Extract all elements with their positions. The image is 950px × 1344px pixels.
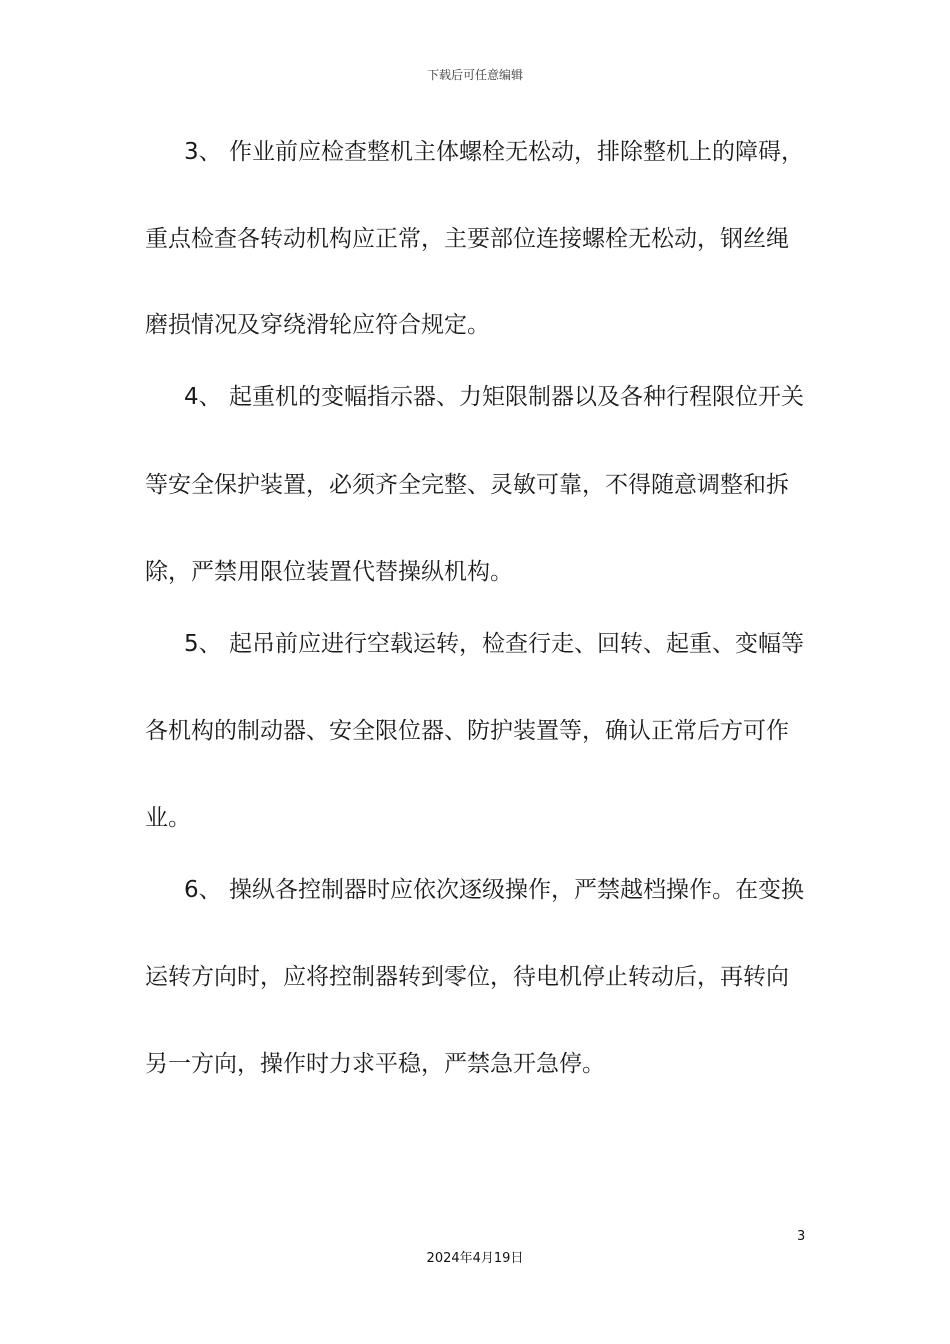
paragraph-4-line-3: 除，严禁用限位装置代替操纵机构。 bbox=[145, 559, 513, 585]
paragraph-3-line-2: 重点检查各转动机构应正常，主要部位连接螺栓无松动，钢丝绳 bbox=[145, 226, 789, 252]
paragraph-5-line-3: 业。 bbox=[145, 805, 191, 831]
page-header: 下载后可任意编辑 bbox=[426, 68, 523, 82]
paragraph-6-line-3: 另一方向，操作时力求平稳，严禁急开急停。 bbox=[145, 1051, 605, 1077]
paragraph-5-line-1: 5、 起吊前应进行空载运转，检查行走、回转、起重、变幅等 bbox=[184, 631, 804, 657]
paragraph-5-line-2: 各机构的制动器、安全限位器、防护装置等，确认正常后方可作 bbox=[145, 718, 789, 744]
page-number: 3 bbox=[797, 1229, 806, 1244]
paragraph-6-line-1: 6、 操纵各控制器时应依次逐级操作，严禁越档操作。在变换 bbox=[184, 877, 804, 903]
footer-date: 2024年4月19日 bbox=[426, 1251, 524, 1266]
paragraph-3-line-3: 磨损情况及穿绕滑轮应符合规定。 bbox=[145, 312, 490, 338]
paragraph-4-line-1: 4、 起重机的变幅指示器、力矩限制器以及各种行程限位开关 bbox=[184, 384, 804, 410]
paragraph-6-line-2: 运转方向时，应将控制器转到零位，待电机停止转动后，再转向 bbox=[145, 964, 789, 990]
paragraph-3-line-1: 3、 作业前应检查整机主体螺栓无松动，排除整机上的障碍， bbox=[184, 139, 804, 165]
paragraph-4-line-2: 等安全保护装置，必须齐全完整、灵敏可靠，不得随意调整和拆 bbox=[145, 472, 789, 498]
